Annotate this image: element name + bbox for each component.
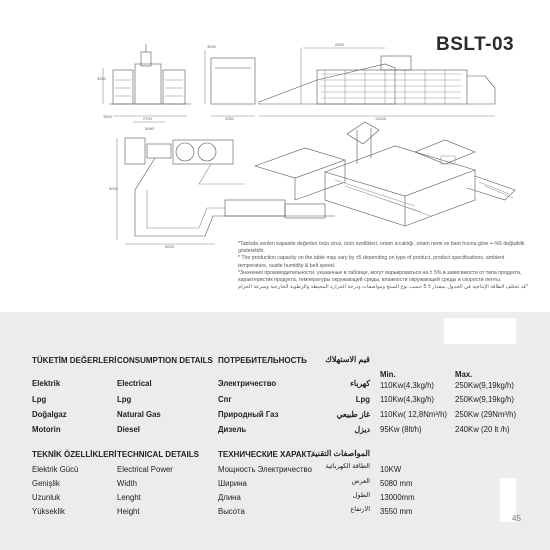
plan-view-drawing <box>117 138 335 244</box>
side-elevation-drawing <box>103 44 191 122</box>
technical-row-ar: العرض <box>351 478 370 485</box>
consumption-row-ar: غاز طبيعي <box>336 410 370 419</box>
dim-label-j: 5000 <box>109 186 118 191</box>
technical-row-ru: Длина <box>218 493 241 502</box>
consumption-header-ru: ПОТРЕБИТЕЛЬНОСТЬ <box>218 356 307 365</box>
consumption-row-ru: Электричество <box>218 379 277 388</box>
dim-label-d: 5080 <box>145 126 154 131</box>
consumption-header-en: CONSUMPTION DETAILS <box>117 356 213 365</box>
consumption-min-value: 110Kw(4,3kg/h) <box>380 395 435 404</box>
consumption-row-en: Natural Gas <box>117 410 161 419</box>
technical-value: 10KW <box>380 465 402 474</box>
min-header: Min. <box>380 370 396 379</box>
front-elevation-drawing <box>205 48 495 116</box>
technical-row-en: Electrical Power <box>117 465 173 474</box>
consumption-row-tr: Lpg <box>32 395 47 404</box>
technical-row-tr: Yükseklik <box>32 507 65 516</box>
consumption-row-en: Electrical <box>117 379 152 388</box>
consumption-row-en: Diesel <box>117 425 140 434</box>
technical-row-en: Lenght <box>117 493 141 502</box>
max-header: Max. <box>455 370 473 379</box>
consumption-row-tr: Elektrik <box>32 379 61 388</box>
consumption-row-ru: Природный Газ <box>218 410 279 419</box>
note-en: * The production capacity on the table may vary by ±5 depending on type of product, product specifications, ambient temperature, ousite humidity & belt speed. <box>238 255 505 269</box>
consumption-header-ar: قيم الاستهلاك <box>325 355 370 364</box>
technical-row-en: Height <box>117 507 140 516</box>
technical-row-ru: Высота <box>218 507 245 516</box>
note-tr: *Tabloda verilen kapasite değerleri ürün cinsi, ürün özellikleri, ortam sıcaklığı, ortam nemi ve bant hızına göre +-%5 değişiklik gösterebilir. <box>238 241 525 255</box>
technical-value: 13000mm <box>380 493 415 502</box>
technical-row-tr: Elektrik Gücü <box>32 465 79 474</box>
dim-label-e: 13000 <box>375 116 387 121</box>
consumption-row-tr: Doğalgaz <box>32 410 67 419</box>
technical-row-ar: الطاقة الكهربائية <box>325 463 370 470</box>
technical-header-en: TECHNICAL DETAILS <box>117 450 199 459</box>
capacity-notes <box>238 241 528 291</box>
dim-label-g: 2500 <box>335 42 344 47</box>
technical-header-tr: TEKNİK ÖZELLİKLERİ <box>32 450 117 459</box>
consumption-max-value: 250Kw(9,19kg/h) <box>455 395 514 404</box>
blank-box <box>444 318 516 344</box>
technical-row-ru: Мощность Электричество <box>218 465 312 474</box>
consumption-row-tr: Motorin <box>32 425 61 434</box>
consumption-row-ar: كهرباء <box>350 379 370 388</box>
consumption-max-value: 240Kw (20 lt /h) <box>455 425 510 434</box>
technical-row-ar: الطول <box>352 492 370 499</box>
consumption-row-en: Lpg <box>117 395 132 404</box>
consumption-header-tr: TÜKETİM DEĞERLERİ <box>32 356 117 365</box>
technical-header-ru: ТЕХНИЧЕСКИЕ ХАРАКТ. <box>218 450 313 459</box>
technical-row-tr: Genişlik <box>32 479 60 488</box>
technical-value: 3550 mm <box>380 507 413 516</box>
technical-header-ar: المواصفات التقنية <box>311 449 370 458</box>
technical-row-ar: الارتفاع <box>350 506 370 513</box>
technical-row-tr: Uzunluk <box>32 493 61 502</box>
consumption-row-ar: Lpg <box>355 395 370 404</box>
dim-label-h: 3550 <box>97 76 106 81</box>
consumption-min-value: 95Kw (8lt/h) <box>380 425 422 434</box>
page-number: 45 <box>512 514 521 523</box>
dim-label-a: 2700 <box>143 116 152 121</box>
consumption-min-value: 110Kw( 12,8Nm³/h) <box>380 410 448 419</box>
technical-row-ru: Ширина <box>218 479 247 488</box>
dim-label-b: 3500 <box>103 114 112 119</box>
consumption-row-ar: ديزل <box>354 425 370 434</box>
dim-label-f: 3000 <box>207 44 216 49</box>
dim-label-c: 3350 <box>225 116 234 121</box>
consumption-max-value: 250Kw(9,19kg/h) <box>455 381 514 390</box>
consumption-max-value: 250Kw (29Nm³/h) <box>455 410 517 419</box>
isometric-view-drawing <box>255 122 515 226</box>
technical-drawings <box>95 40 535 250</box>
technical-row-en: Width <box>117 479 137 488</box>
note-ar: *قد تختلف الطاقة الإنتاجية في الجدول بمقدار ± 5 حسب نوع المنتج ومواصفات ودرجة الحرارة المحيطة والرطوبة الخارجية وسرعة الحزام <box>238 284 528 291</box>
note-ru: *Значения производительности, указанные в таблице, могут варьироваться на ± 5% в зависимости от типа продукта, характеристик продукта, температуры окружающей среды, влажности окружающей среды и скорости ленты. <box>238 269 522 284</box>
model-title: BSLT-03 <box>436 34 515 55</box>
dim-label-i: 5000 <box>165 244 174 249</box>
technical-value: 5080 mm <box>380 479 413 488</box>
consumption-row-ru: Спг <box>218 395 232 404</box>
consumption-min-value: 110Kw(4,3kg/h) <box>380 381 435 390</box>
consumption-row-ru: Дизель <box>218 425 247 434</box>
